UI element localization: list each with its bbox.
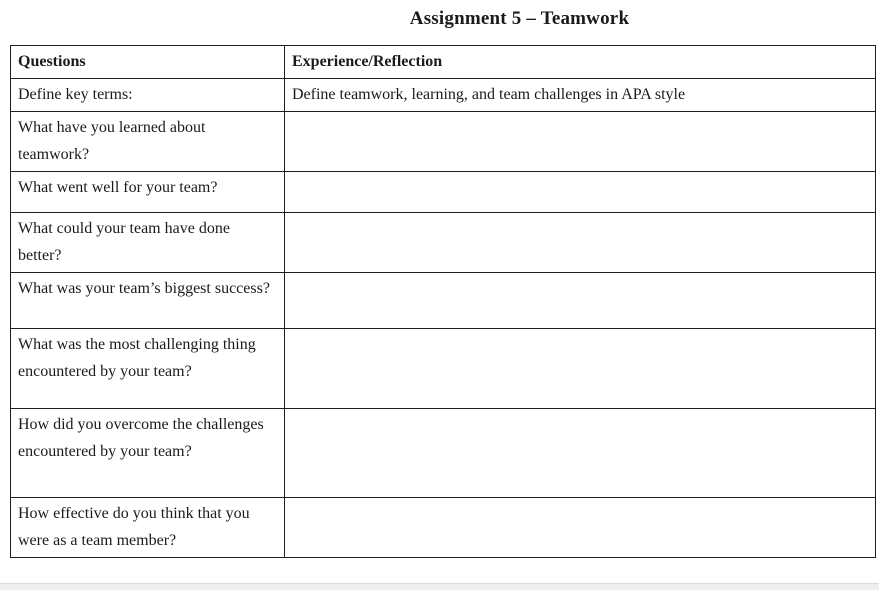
answer-cell[interactable] [285, 213, 876, 273]
question-cell: What was your team’s biggest success? [11, 273, 285, 329]
question-cell: What was the most challenging thing encountered by your team? [11, 329, 285, 409]
question-cell: What have you learned about teamwork? [11, 112, 285, 172]
worksheet-table [10, 45, 876, 558]
table-row [11, 273, 876, 329]
question-cell: Define key terms: [11, 79, 285, 112]
answer-cell[interactable]: Define teamwork, learning, and team challenges in APA style [285, 79, 876, 112]
table-header-row [11, 46, 876, 79]
answer-cell[interactable] [285, 273, 876, 329]
table-row [11, 112, 876, 172]
question-cell: What went well for your team? [11, 172, 285, 213]
table-row [11, 79, 876, 112]
answer-cell[interactable] [285, 329, 876, 409]
table-body [11, 79, 876, 558]
table-row [11, 213, 876, 273]
answer-cell[interactable] [285, 498, 876, 558]
table-row [11, 172, 876, 213]
document-title: Assignment 5 – Teamwork [409, 8, 630, 29]
answer-cell[interactable] [285, 112, 876, 172]
question-cell: How did you overcome the challenges encountered by your team? [11, 409, 285, 498]
table-row [11, 498, 876, 558]
question-cell: What could your team have done better? [11, 213, 285, 273]
table-row [11, 409, 876, 498]
question-cell: How effective do you think that you were as a team member? [11, 498, 285, 558]
table-row [11, 329, 876, 409]
column-header-experience-reflection: Experience/Reflection [285, 46, 876, 79]
answer-cell[interactable] [285, 172, 876, 213]
column-header-questions: Questions [11, 46, 285, 79]
page-bottom-gutter [0, 583, 879, 590]
answer-cell[interactable] [285, 409, 876, 498]
